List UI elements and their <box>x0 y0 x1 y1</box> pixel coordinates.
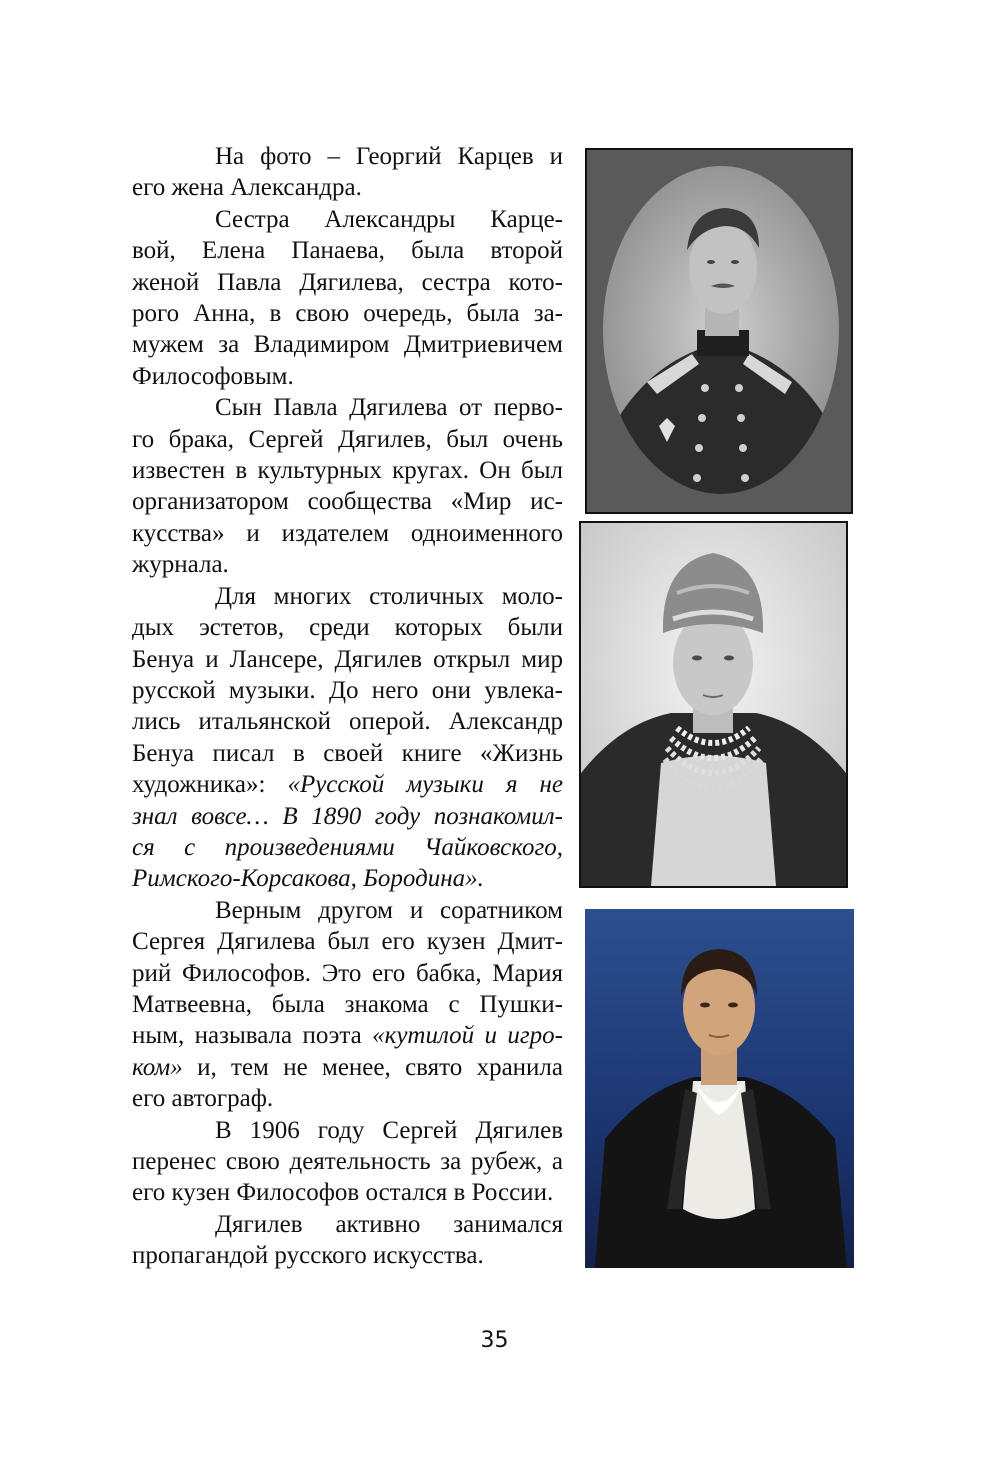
text-line: его жена Александра. <box>132 174 362 202</box>
text-line: перенес свою деятельность за рубеж, а <box>132 1148 563 1175</box>
text-line: Бенуа и Лансере, Дягилев открыл мир <box>132 645 563 673</box>
text-line <box>132 769 563 800</box>
paragraph-3 <box>132 392 563 580</box>
text-line: На фото – Георгий Карцев и <box>215 143 563 170</box>
text-line: го брака, Сергей Дягилев, был очень <box>132 425 563 453</box>
text-line: лись итальянской оперой. Александр <box>132 708 563 736</box>
paragraph-4 <box>132 581 563 895</box>
text-line: Сын Павла Дягилева от перво- <box>215 394 563 422</box>
portrait-georgy-kartsev <box>585 148 853 514</box>
text-line: Сестра Александры Карце- <box>215 205 563 233</box>
page-number: 35 <box>480 1328 509 1353</box>
text-line: журнала. <box>132 551 229 579</box>
paragraph-7 <box>132 1209 563 1272</box>
text-line: Философовым. <box>132 362 294 390</box>
text-line: вой, Елена Панаева, была второй <box>132 237 563 265</box>
paragraph-5 <box>132 895 563 1115</box>
portrait-woman-kokoshnik <box>579 521 848 888</box>
text-line: Сергея Дягилева был его кузен Дмит- <box>132 928 563 956</box>
paragraph-1 <box>132 141 563 204</box>
text-line: Бенуа писал в своей книге «Жизнь <box>132 739 563 767</box>
text-fragment: художника»: <box>132 771 266 799</box>
quote-line: ся с произведениями Чайковского, <box>132 833 563 861</box>
text-line: рого Анна, в свою очередь, была за- <box>132 300 563 328</box>
body-text <box>132 141 563 1272</box>
text-line: В 1906 году Сергей Дягилев <box>215 1116 563 1144</box>
text-line: кусства» и издателем одноименного <box>132 519 563 547</box>
text-line <box>132 1020 563 1051</box>
text-fragment: и, тем не менее, свято хранила <box>197 1053 563 1081</box>
quote-line: знал вовсе… В 1890 году познакомил- <box>132 802 563 830</box>
text-line: дых эстетов, среди которых были <box>132 614 563 642</box>
text-line: женой Павла Дягилева, сестра кото- <box>132 268 563 296</box>
text-line: Матвеевна, была знакома с Пушки- <box>132 990 563 1018</box>
paragraph-2 <box>132 204 563 392</box>
text-line <box>132 1052 563 1083</box>
text-line: его кузен Философов остался в России. <box>132 1179 554 1207</box>
portrait-dmitry-filosofov-painting <box>585 909 854 1268</box>
text-line: рий Философов. Это его бабка, Мария <box>132 959 563 987</box>
text-line: известен в культурных кругах. Он был <box>132 457 563 485</box>
quote-fragment: ком» <box>132 1053 183 1081</box>
text-line: Дягилев активно занимался <box>215 1210 563 1238</box>
text-fragment: ным, называла поэта <box>132 1022 362 1050</box>
text-line: русской музыки. До него они увлека- <box>132 676 563 704</box>
quote-fragment: «кутилой и игро- <box>372 1022 563 1050</box>
text-line: организатором сообщества «Мир ис- <box>132 488 563 516</box>
text-line: Для многих столичных моло- <box>215 582 563 610</box>
text-line: его автограф. <box>132 1085 274 1113</box>
text-line: мужем за Владимиром Дмитриевичем <box>132 331 563 359</box>
text-line: Верным другом и соратником <box>215 896 563 924</box>
text-line: пропагандой русского искусства. <box>132 1242 484 1270</box>
quote-fragment: «Русской музыки я не <box>287 771 563 799</box>
paragraph-6 <box>132 1115 563 1209</box>
quote-line: Римского-Корсакова, Бородина». <box>132 865 484 893</box>
